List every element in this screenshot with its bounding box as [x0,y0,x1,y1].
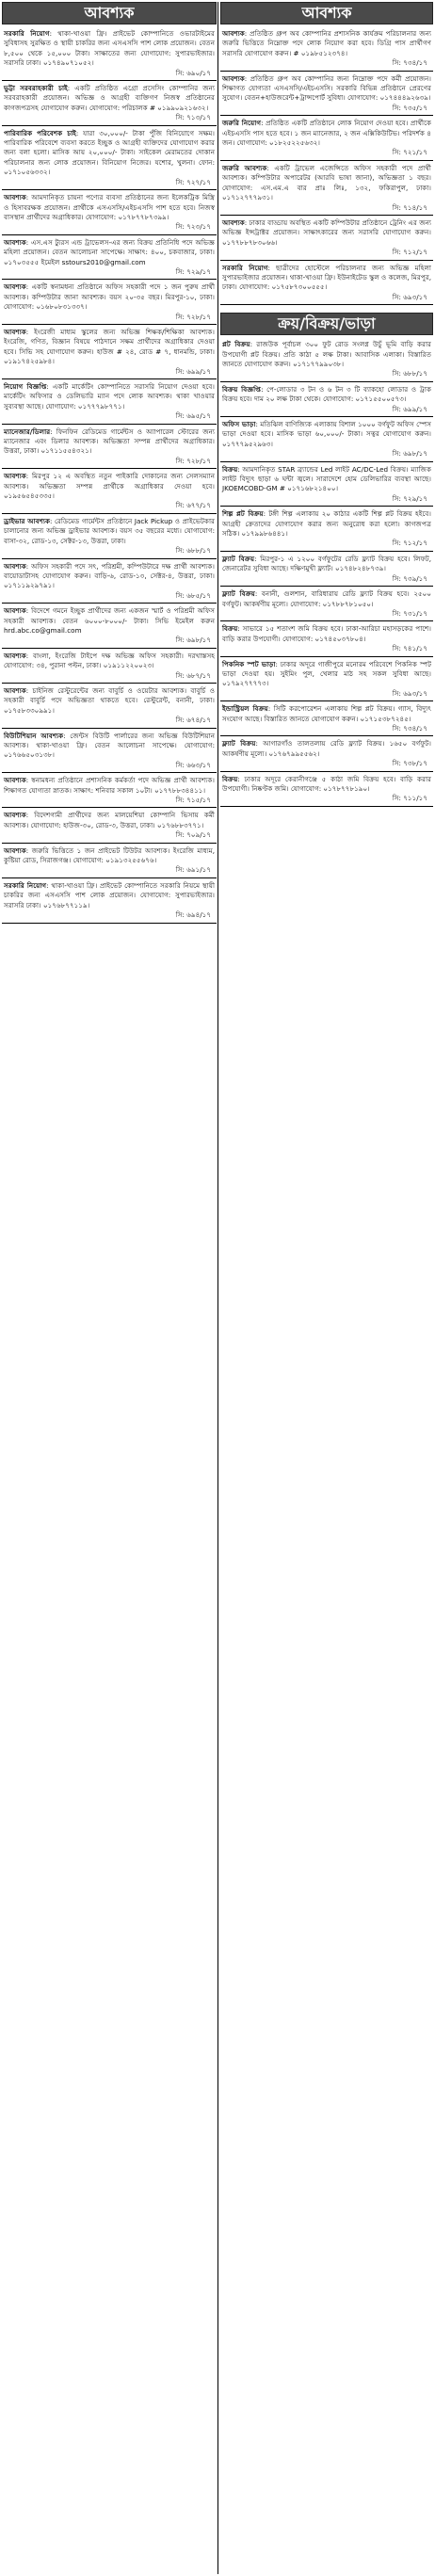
ad-code: সি: ৬৯৮/১৭ [392,449,427,459]
ad-title: আবশ্যক [4,845,26,855]
ad-body: : আগারগাঁও তালতলায় রেডি ফ্ল্যাট বিক্রয়। ১৬৫০ বর্গফুট। আকর্ষণীয় মূল্যে। ০১৭৬৭৯৯৫৫৬২। [222,739,432,758]
classified-ad [2,282,217,322]
ad-code: সি: ৭৩১/১৭ [392,608,427,618]
ad-code: সি: ৬৯৩/১৭ [392,292,427,301]
ad-code: সি: ৬৭৭/১৭ [175,501,211,510]
ad-code: সি: ৭২৭/১৭ [175,177,211,186]
classified-ad [2,731,217,771]
ad-code: সি: ৬৮৭/১৭ [175,670,211,680]
ad-separator [2,189,217,190]
classified-ad [2,880,217,921]
ad-title: আবশ্যক [4,327,26,336]
ad-title: ফ্ল্যাট বিক্রয় [222,554,255,563]
ad-body: : ফিনফিন রেডিমেড গার্মেন্টস ও অ্যাপারেল স্টোরের জন্য ম্যানেজার এবং ডিলার আবশ্যক। অভিজ্ঞতা সম্পন্ন প্রার্থীদের অগ্রাধিকার। উত্তরা, ঢাকা। ০১৭১১৫৫৪৩২১। [4,427,215,456]
ad-separator [220,115,433,116]
ad-title: আবশ্যক [4,561,26,571]
ad-body: : আমদানিকৃত STAR ব্র্যান্ডের Led লাইট AC/DC-Led বিক্রয়। ম্যাজিক লাইট বিদ্যুৎ ছাড়া ৬ ঘন্টা জ্বলে। সারাদেশে হোম ডেলিভারির ব্যবস্থা আছে। JKOEMCOBD-GM # ০১৭১৬৮২১৪০০। [222,464,431,493]
ad-title: ফ্ল্যাট বিক্রয় [222,739,256,749]
ad-body: : সিটি করপোরেশন এলাকায় শিল্প প্লট বিক্রয়। গ্যাস, বিদ্যুৎ সংযোগ আছে। বিস্তারিত জানতে যোগাযোগ করুন। ০১৭১৫৩৮৭২৪৫। [222,704,431,723]
ad-code: সি: ৭৪১/১৭ [392,644,427,653]
ad-separator [220,71,433,72]
ad-code: সি: ৭৩৮/১৭ [392,759,427,768]
ad-body: : ঢাকার অদূরে গাজীপুরে মনোরম পরিবেশে পিকনিক স্পট ভাড়া দেওয়া হয়। সুইমিং পুল, খেলার মাঠ সহ সকল সুবিধা আছে। ০১৭৯২৭৭৭৭৩। [222,659,431,688]
ad-code: সি: ৭২৮/১৭ [175,456,211,465]
ad-separator [220,771,433,772]
ad-body: : প্রতিষ্ঠিত একটি প্রতিষ্ঠানে লোক নিয়োগ দেওয়া হবে। প্রার্থীকে এইচএসসি পাস হতে হবে। ১ জন ম্যানেজার, ২ জন এক্সিকিউটিভ। পরিদর্শক ৪ জন। যোগাযোগ: ০১৮২৫২২৫৬৩২। [222,119,431,148]
classified-ad [220,163,433,213]
ad-code: সি: ৭২১/১৭ [392,148,427,157]
ad-separator [2,923,217,924]
ad-title: আবশ্যক [4,776,26,785]
ad-code: সি: ৭১১/১৭ [392,794,427,803]
ad-code: সি: ৭২৯/১৭ [392,493,427,503]
ad-separator [2,424,217,425]
ad-code: সি: ৭১৫/১৭ [175,796,211,805]
classified-ad [2,605,217,646]
classified-ad [2,561,217,602]
classified-ad [2,516,217,556]
ad-body: : চাইনিজ রেস্টুরেন্টের জন্য বাবুর্চি ও ওয়েটার আবশ্যক। বাবুর্চি ও সহকারী বাবুর্চি পদে অভিজ্ঞতা থাকতে হবে। রেস্টুরেন্ট, বনানী, ঢাকা। ০১৭৫৮৩৩০৯৯১। [4,685,215,715]
classified-ad [220,464,433,505]
ad-code: সি: ৬৯৮/১৭ [175,636,211,645]
ad-code: সি: ৬৭৪/১৭ [175,716,211,725]
ad-title: পারিবারিক পরিবেশক চাই [4,128,76,137]
ad-title: অফিস ভাড়া [222,420,256,428]
classified-ad [220,623,433,653]
ad-body: : ঢাকার অদূরে কেরানীগঞ্জে ৫ কাঠা জমি বিক্রয় হবে। বাড়ি করার উপযোগী। নিষ্কণ্টক জমি। যোগাযোগ: ০১৭৮৭৭৮১৯০। [222,774,431,793]
ad-code: সি: ৭৩৫/১৭ [392,103,427,112]
ad-title: জরুরি নিয়োগ [222,119,262,128]
ad-code: সি: ৭১৪/১৭ [392,202,427,212]
ad-title: সরকারি নিয়োগ [4,880,47,890]
classified-ad [220,263,433,303]
left-column [2,2,217,926]
ad-body: : অফিস সহকারী পদে সৎ, পরিশ্রমী, কম্পিউটারে দক্ষ প্রার্থী আবশ্যক। বায়োডাটাসহ যোগাযোগ করুন। বাড়ি-৬, রোড-১৩, সেক্টর-৪, উত্তরা, ঢাকা। ০১৭১১৯২৯৭৯১। [4,561,215,590]
ad-separator [220,806,433,807]
classified-ad [220,659,433,700]
ad-separator [2,877,217,878]
ad-body: : রেডিমেড গার্মেন্টস প্রতিষ্ঠানে Jack Pickup ও প্রাইভেটকার চালানোর জন্য অভিজ্ঞ ড্রাইভার আবশ্যক। বয়স ৩৫ বছরের মধ্যে। যোগাযোগ: বাসা-৩২, রোড-১৩, সেক্টর-১৩, উত্তরা, ঢাকা। [4,516,215,545]
ad-body: : টঙ্গী শিল্প এলাকায় ২০ কাঠার একটি শিল্প প্লট বিক্রয় হইবে। আগ্রহী ক্রেতাদের যোগাযোগ করার জন্য অনুরোধ করা হলো। কাগজপত্র সঠিক। ০১৭৯৯৮৬৪৪১। [222,509,431,539]
ad-code: সি: ৬৯৫/১৭ [175,411,211,421]
ad-title: আবশ্যক [4,193,26,202]
right-ads-top-list [220,28,433,305]
ad-separator [2,80,217,81]
ad-code: সি: ৭১২/১৭ [392,539,427,548]
ad-separator [2,558,217,559]
ad-code: সি: ৭২৮/১৭ [175,312,211,321]
ad-separator [2,772,217,773]
classified-ad [2,471,217,511]
ad-separator [220,656,433,657]
ad-code: সি: ৬৮৫/১৭ [175,590,211,600]
ad-separator [220,160,433,161]
ad-body: : ইংরেজী মাধ্যম স্কুলের জন্য অভিজ্ঞ শিক্ষক/শিক্ষিকা আবশ্যক। ইংরেজি, গণিত, বিজ্ঞান বিষয়ে পাঠদানে সক্ষম প্রার্থীদের অগ্রাধিকার দেওয়া হবে। সিভি সহ যোগাযোগ করুন। হাউজ # ২৪, রোড # ৭, ধানমন্ডি, ঢাকা। ০১৯১৭৪২৫৯৮৪। [4,327,215,366]
ad-body: : প্রতিষ্ঠিত গ্রুপ অব কোম্পানির প্রশাসনিক কার্যক্রম পরিচালনার জন্য জরুরি ভিত্তিতে নিম্নোক্ত পদে লোক নিয়োগ করা হবে। ডিগ্রি পাস প্রার্থীগণ সরাসরি যোগাযোগ করুন। # ০১৯৮৫১২৩৭৪। [222,29,431,57]
classified-ad [2,327,217,377]
left-ads-list [2,28,217,924]
ad-separator [2,125,217,126]
ad-separator [2,513,217,514]
ad-title: বিক্রয় বিজ্ঞপ্তি [222,384,262,394]
ad-separator [2,468,217,469]
ad-body: : রাজউক পূর্বাচল ৩০০ ফুট রোড সংলগ্ন উচুঁ ভূমি বাড়ি করার উপযোগী প্লট বিক্রয়। প্রতি কাঠা ৫ লক্ষ টাকা। আবাসিক এলাকা। বিস্তারিত জানতে যোগাযোগ করুন। ০১৭১৭৭৯৯০৩৮। [222,340,431,368]
classified-ad [220,588,433,619]
classified-ad [220,774,433,804]
ad-separator [2,843,217,844]
ad-body: : একটি ট্রাভেল এজেন্সিতে অফিস সহকারী পদে প্রার্থী আবশ্যক। কম্পিউটার অপারেটর (আরবি ভাষা জানা), অভিজ্ঞতা ১ বছর। যোগাযোগ: এস.এম.এ বার প্রাঃ লিঃ, ১৩২, ফকিরাপুল, ঢাকা। ০১৭১২৭৭৭৯৩১। [222,163,431,202]
classified-ad [2,427,217,467]
ad-title: আবশ্যক [222,29,245,38]
ad-title: ভুট্টা সরবরাহকারী চাই [4,84,68,93]
ad-code: সি: ৬৮৮/১৭ [392,369,427,378]
ad-body: : জরুরি ভিত্তিতে ১ জন প্রাইভেট টিউটর আবশ্যক। ইংরেজি মাধ্যম, কুষ্টিয়া রোড, সিরাজগঞ্জ। যোগাযোগ: ০১৯১৩২৫৫৬৭৬। [4,845,215,865]
ad-body: : ছাত্রীদের হোস্টেলে পরিচালনার জন্য অভিজ্ঞ মহিলা সুপারভাইজার প্রয়োজন। থাকা-খাওয়া ফ্রি। ইউনাইটেড স্কুল ও কলেজ, মিরপুর, ঢাকা। যোগাযোগ: ০১৭৫৮৭৩০০৫৫৫। [222,263,431,292]
ad-title: আবশ্যক [4,811,26,820]
ad-separator [2,234,217,235]
classified-ad [220,28,433,69]
ad-code: সি: ৬৮৮/১৭ [175,546,211,555]
ad-body: : একটি স্বনামধন্য প্রতিষ্ঠানে অফিস সহকারী পদে ১ জন পুরুষ প্রার্থী আবশ্যক। কম্পিউটার জানা আবশ্যক। বয়স ২০-৩৫ বছর। মিরপুর-১০, ঢাকা। যোগাযোগ: ০১৬৮০৮৩১৩৩৭। [4,282,215,312]
ad-body: : বাংলা, ইংরেজি টাইপে দক্ষ অভিজ্ঞ অফিস সহকারী। দরখাস্তসহ যোগাযোগ: ৩৪, পুরানা পল্টন, ঢাকা। ০১৯১১২২০০২৩। [4,651,215,670]
ad-title: বিক্রয় [222,464,238,474]
ad-title: পিকনিক স্পট ভাড়া [222,659,276,668]
classified-ad [2,810,217,840]
classified-ad [2,237,217,278]
classified-ad [2,83,217,123]
classified-ad [220,339,433,379]
classified-ad [220,738,433,768]
classified-ad [220,703,433,733]
ad-code: সি: ৬৯০/১৭ [175,68,211,77]
ad-title: বিক্রয় [222,624,238,634]
classified-ad [2,192,217,233]
ad-body: : থাকা-খাওয়া ফ্রি। প্রাইভেট কোম্পানিতে ওভারটাইমের সুবিধাসহ সুরক্ষিত ও স্থায়ী চাকরির জন্য এসএসসি পাশ লোক প্রয়োজন। বেতন ৮,৫০০ থেকে ১৫,০০০ টাকা। সাক্ষাতের জন্য যোগাযোগ: সুপারভাইজার। সরাসরি ঢাকা। ০১৭৪৯০৭১০৫২। [4,29,215,68]
ad-title: আবশ্যক [4,282,26,292]
classified-ad [220,73,433,114]
section-header-wanted-right: আবশ্যক [220,2,433,24]
ad-separator [220,260,433,261]
ad-code: সি: ৬৬৩/১৭ [175,760,211,769]
ad-body: : বিদেশে গমনে ইচ্ছুক প্রার্থীদের জন্য একজন স্মার্ট ও পরিশ্রমী অফিস সহকারী আবশ্যক। বেতন ৬০০০-৮০০০/- টাকা। সিভি ইমেইল করুন hrd.abc.co@gmail.com [4,606,215,635]
ad-title: আবশ্যক [4,685,26,695]
classified-ad [2,381,217,422]
ad-code: সি: ৬৯১/১৭ [175,865,211,875]
ad-separator [220,551,433,552]
ad-separator [220,416,433,417]
ad-title: আবশ্যক [4,237,26,247]
ad-code: সি: ৭০৯/১৭ [175,830,211,840]
classified-ad [2,651,217,681]
ad-title: সরকারি নিয়োগ [4,29,50,38]
ad-separator [220,586,433,587]
ad-code: সি: ৭২৯/১৭ [175,266,211,276]
ad-separator [220,700,433,701]
classified-ad [2,775,217,805]
ad-body: : জেন্টস বিউটি পার্লারের জন্য অভিজ্ঞ বিউটিশিয়ান আবশ্যক। থাকা-খাওয়া ফ্রি। বেতন আলোচনা সাপেক্ষে। যোগাযোগ: ০১৭৬৬৫০৩১৩৮। [4,731,215,760]
ad-body: : ঢাকার বাড্ডায় অবস্থিত একটি কম্পিউটার প্রতিষ্ঠানে ট্রেনিং এর জন্য অভিজ্ঞ ইন্সট্রাক্টর প্রয়োজন। সাক্ষাৎকারের জন্য সরাসরি যোগাযোগ করুন। ০১৭৭৮৮৭৮৩০৬৬। [222,217,431,247]
ad-code: সি: ৭১৩/১৭ [175,113,211,122]
classified-ad [2,128,217,187]
ad-title: জরুরি আবশ্যক [222,163,267,172]
ad-title: ম্যানেজার/ডিলার [4,427,51,436]
ad-title: আবশ্যক [4,606,26,616]
ad-title: ইন্ডাস্ট্রিয়ল বিক্রয় [222,704,268,714]
ad-title: ফ্ল্যাট বিক্রয় [222,589,255,599]
ad-code: সি: ৭২৩/১৭ [175,222,211,232]
ad-body: : একটি মার্কেটিং কোম্পানিতে সরাসরি নিয়োগ দেওয়া হবে। মার্কেটিং অফিসার ও ডেলিভারি ম্যান পদে লোক আবশ্যক। থাকা খাওয়ার সুব্যবস্থা আছে। যোগাযোগ: ০১৭৭৭৯৮৭৭১। [4,382,215,411]
ad-code: সি: ৭৩৪/১৭ [392,58,427,68]
ad-separator [2,603,217,604]
ad-separator [2,807,217,808]
ad-body: : মতিঝিল বাণিজ্যিক এলাকায় বিশাল ১০০০ বর্গফুট অফিস স্পেস ভাড়া দেওয়া হবে। মাসিক ভাড়া ৬০,০০০/- টাকা। সত্বর যোগাযোগ করুন। ০১৭৭৭৯৫২৯৬৩। [222,420,431,448]
classified-ad [220,217,433,258]
ad-title: আবশ্যক [4,651,26,660]
ad-body: : প্রতিষ্ঠিত গ্রুপ অব কোম্পানির জন্য নিম্নোক্ত পদে কর্মী প্রয়োজন। শিক্ষাগত যোগ্যতা এসএসসি/এইচএসসি। সরকারি বিভিন্ন প্রতিষ্ঠানে প্রেরণের সুযোগ। বেতন+হাউজরেন্ট+ট্রান্সপোর্ট সুবিধা। যোগাযোগ: ০১৭৪৪৪৯২৬৩৯। [222,73,431,103]
ad-separator [220,381,433,382]
ad-body: : সাভারে ১৫ শতাংশ জমি বিক্রয় হবে। ঢাকা-আরিচা মহাসড়কের পাশে। বাড়ি করার উপযোগী। যোগাযোগ: ০১৭৪৫০৩৭৮০৪। [222,624,431,643]
ad-code: সি: ৭৩৯/১৭ [392,573,427,583]
ad-separator [220,304,433,305]
classified-ad [220,508,433,549]
ad-code: সি: ৬৯৪/১৭ [175,910,211,920]
ad-separator [220,735,433,736]
ad-body: : বিদেশগামী প্রার্থীদের জন্য মালয়েশিয়া কোম্পানি ভিসায় কর্মী আবশ্যক। যোগাযোগ: হাউজ-৩০, রোড-৩, উত্তরা, ঢাকা। ০১৭৬৮৮৩৭৭১। [4,811,215,829]
section-header-wanted: আবশ্যক [2,2,217,24]
ad-separator [220,620,433,621]
ad-title: সরকারি নিয়োগ [222,263,268,272]
ad-title: বিউটিশিয়ান আবশ্যক [4,731,64,740]
ad-title: আবশ্যক [4,472,26,481]
classified-ad [220,118,433,158]
ad-title: প্লট বিক্রয় [222,340,250,349]
ad-title: বিক্রয় [222,774,238,783]
ad-title: আবশ্যক [222,217,245,227]
classified-ad [2,28,217,78]
ad-body: : পে-লোডার ৩ টন ও ৬ টন ৩ টি ব্যাকহো লোডার ও ট্রাক বিক্রয় হবে। দাম ২০ লক্ষ টাকা থেকে। যোগাযোগ: ০১৭১৫৫০০৫৭৩। [222,384,431,404]
ad-separator [2,324,217,325]
right-ads-bottom-list [220,339,433,807]
ad-body: : এস.এস ট্যুরস এন্ড ট্রাভেলস-এর জন্য বিক্রয় প্রতিনিধি পদে অভিজ্ঞ মহিলা প্রয়োজন। বেতন আলোচনা সাপেক্ষে। সাক্ষাৎ: ৪০০, চকবাজার, ঢাকা। ০১৭০৩৫৫৫ ইমেইল sstours2010@gmail.com [4,237,215,266]
classified-ad [220,419,433,459]
ad-body: : আমদানিকৃত চায়না পণ্যের ব্যবসা প্রতিষ্ঠানের জন্য ইলেকট্রিক মিস্ত্রি ও হিসাবরক্ষক প্রয়োজন। প্রার্থীকে এসএসসি/এইচএসসি পাশ হতে হবে। নিজস্ব বাসস্থান প্রার্থীদের অগ্রাধিকার। যোগাযোগ: ০১৭৮৭৭৮৭৩৯৯। [4,193,215,221]
ad-body: : যারা ৩০,০০০/- টাকা পুঁজি বিনিয়োগে সক্ষম। পারিবারিক পরিবেশে ব্যবসা করতে ইচ্ছুক ও আগ্রহী ব্যক্তিদের যোগাযোগ করার জন্য বলা হলো। মাসিক আয় ২০,০০০/- টাকা। সাইকেল মেরামতের দোকান পরিচালনার জন্য লোক প্রয়োজন। বিনিয়োগ নিজের। যশোর, খুলনা। ফোন: ০১৭১০৫৬৩৩২। [4,128,215,177]
ad-body: : একটি প্রতিষ্ঠিত এগ্রো প্রসেসিং কোম্পানির জন্য সরবরাহকারী প্রয়োজন। অভিজ্ঞ ও আগ্রহী ব্যক্তিগণ নিজস্ব প্রতিষ্ঠানের কাগজপত্রসহ যোগাযোগ করুন। যোগাযোগ: পরিচালক # ০১৯৯০৯২১৬৩২। [4,84,216,112]
ad-separator [220,506,433,507]
ad-body: : মিরপুর-১ এ ১২০০ বর্গফুটের রেডি ফ্ল্যাট বিক্রয় হবে। লিফট, জেনারেটর সুবিধা আছে। দক্ষিণমুখী ফ্ল্যাট। ০১৭৪৮২৪৮৭৩৯। [222,554,431,573]
ad-code: সি: ৬৯৯/১৭ [175,366,211,376]
ad-body: : থাকা-খাওয়া ফ্রি। প্রাইভেট কোম্পানিতে সরকারি নিয়মে স্থায়ী চাকরির জন্য এসএসসি পাশ লোক প্রয়োজন। যোগাযোগ: সুপারভাইজার। সরাসরি ঢাকা। ০১৭৬৮৭৭১১৯। [4,880,216,910]
classified-ad [220,384,433,414]
ad-separator [220,215,433,216]
ad-separator [2,279,217,280]
ad-code: সি: ৬৯৯/১৭ [392,404,427,413]
ad-title: শিল্প প্লট বিক্রয় [222,509,264,519]
ad-body: : বনানী, গুলশান, বারিধারায় রেডি ফ্ল্যাট বিক্রয় হবে। ২৫০০ বর্গফুট। আকর্ষণীয় মূল্যে। যোগাযোগ: ০১৭৮৮৭৮১০৫০। [222,589,432,608]
ad-title: আবশ্যক [222,73,245,83]
ad-separator [2,728,217,729]
ad-separator [2,683,217,684]
ad-code: সি: ৭৩৪/১৭ [392,723,427,733]
classified-ad [2,685,217,726]
ad-separator [2,378,217,379]
section-header-buy-sell-rent: ক্রয়/বিক্রয়/ভাড়া [220,313,433,335]
ad-code: সি: ৬৯৩/১৭ [392,688,427,698]
ad-body: : স্বনামধন্য প্রতিষ্ঠানে প্রশাসনিক কর্মকর্তা পদে অভিজ্ঞ প্রার্থী আবশ্যক। শিক্ষাগত যোগ্যতা স্নাতক। সাক্ষাৎ: শনিবার সকাল ১০টা। ০১৭৭৮৮৩৪৪১১। [4,776,215,795]
ad-separator [220,461,433,462]
right-column [220,2,433,809]
ad-separator [2,648,217,649]
ad-title: ড্রাইভার আবশ্যক [4,516,50,525]
ad-body: : মিরপুর ১২ এ অবস্থিত নতুন পাইকারি দোকানের জন্য সেলসম্যান আবশ্যক। অভিজ্ঞতা সম্পন্ন প্রার্থীকে অগ্রাধিকার দেওয়া হবে। ০১৯৫৬৫৪৫৩৩৫। [4,472,215,501]
classified-ad [220,554,433,584]
ad-code: সি: ৭১২/১৭ [392,248,427,257]
classified-ad [2,845,217,876]
ad-title: নিয়োগ বিজ্ঞপ্তি [4,382,47,391]
